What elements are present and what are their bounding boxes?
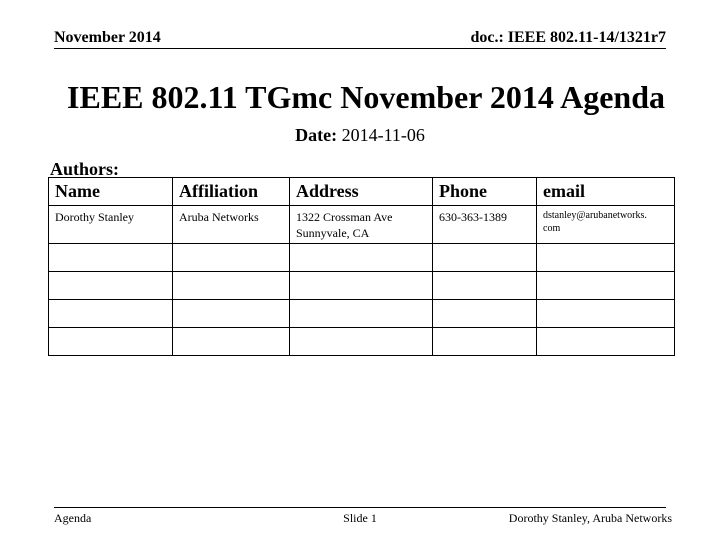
- table-row: [49, 328, 675, 356]
- empty-cell: [537, 328, 675, 356]
- cell-phone: 630-363-1389: [433, 206, 537, 244]
- empty-cell: [433, 300, 537, 328]
- empty-cell: [173, 244, 290, 272]
- cell-affiliation: Aruba Networks: [173, 206, 290, 244]
- authors-label: Authors:: [50, 159, 120, 179]
- empty-cell: [290, 272, 433, 300]
- email-line-1: dstanley@arubanetworks.: [543, 210, 647, 221]
- table-row: [49, 206, 675, 244]
- table-row: [49, 272, 675, 300]
- empty-cell: [290, 244, 433, 272]
- empty-cell: [173, 272, 290, 300]
- header-doc-reference: doc.: IEEE 802.11-14/1321r7: [470, 29, 666, 46]
- address-line-2: Sunnyvale, CA: [296, 226, 370, 240]
- table-row: [49, 300, 675, 328]
- empty-cell: [49, 244, 173, 272]
- slide-title: IEEE 802.11 TGmc November 2014 Agenda: [67, 79, 665, 115]
- header-divider: [54, 48, 666, 49]
- empty-cell: [537, 300, 675, 328]
- authors-table: [48, 177, 675, 356]
- column-header-email: email: [537, 178, 675, 206]
- header-date: November 2014: [54, 29, 161, 46]
- footer-author: Dorothy Stanley, Aruba Networks: [508, 511, 672, 525]
- footer-left-text: Agenda: [54, 511, 92, 525]
- slide-number: Slide 1: [343, 511, 377, 525]
- cell-name: Dorothy Stanley: [49, 206, 173, 244]
- empty-cell: [173, 300, 290, 328]
- cell-email: [537, 206, 675, 244]
- empty-cell: [290, 300, 433, 328]
- empty-cell: [49, 272, 173, 300]
- empty-cell: [290, 328, 433, 356]
- empty-cell: [433, 244, 537, 272]
- address-line-1: 1322 Crossman Ave: [296, 210, 393, 224]
- column-header-name: Name: [49, 178, 173, 206]
- column-header-phone: Phone: [433, 178, 537, 206]
- table-row: [49, 244, 675, 272]
- empty-cell: [537, 272, 675, 300]
- empty-cell: [433, 328, 537, 356]
- empty-cell: [49, 300, 173, 328]
- empty-cell: [49, 328, 173, 356]
- date-label: Date:: [295, 125, 338, 145]
- empty-cell: [173, 328, 290, 356]
- date-line: [0, 124, 720, 146]
- email-line-2: com: [543, 223, 561, 234]
- column-header-address: Address: [290, 178, 433, 206]
- table-header-row: [49, 178, 675, 206]
- empty-cell: [537, 244, 675, 272]
- footer-divider: [54, 507, 666, 508]
- cell-address: [290, 206, 433, 244]
- empty-cell: [433, 272, 537, 300]
- column-header-affiliation: Affiliation: [173, 178, 290, 206]
- date-value: 2014-11-06: [341, 125, 425, 145]
